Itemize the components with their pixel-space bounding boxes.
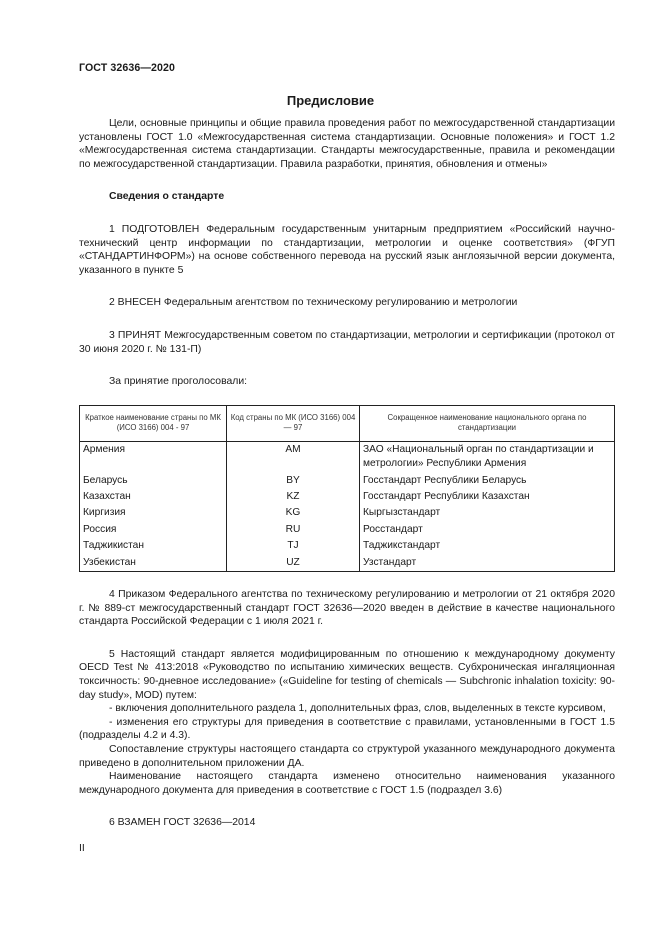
code-cell: KZ <box>227 489 360 505</box>
table-row <box>80 489 615 505</box>
item-5-dash-2: - изменения его структуры для приведения в соответствие с правилами, установленными в ГОСТ 1.5 (подразделы 4.2 и 4.3). <box>79 716 615 742</box>
table-row <box>80 522 615 538</box>
body-cell: Таджикстандарт <box>363 540 441 552</box>
column-header-body: Сокращенное наименование национального органа по стандартизации <box>360 405 615 441</box>
item-5-name-paragraph: Наименование настоящего стандарта изменено относительно наименования указанного международного документа для приведения в соответствие с ГОСТ 1.5 (подраздел 3.6) <box>79 771 615 796</box>
item-5-paragraph: 5 Настоящий стандарт является модифицированным по отношению к международному документу OECD Test № 413:2018 «Руководство по испытанию химических веществ. Субхроническая ингаляционная токсичность: 90-дневное исследование» («Guideline for testing of chemicals — Subchronic inhalation toxicity: 90-day study», MOD) путем: <box>79 648 615 701</box>
body-cell: Госстандарт Республики Беларусь <box>363 474 527 486</box>
code-cell: UZ <box>227 555 360 572</box>
item-5-comparison-paragraph: Сопоставление структуры настоящего стандарта со структурой указанного международного документа приведено в дополнительном приложении ДА. <box>79 743 615 769</box>
country-cell: Беларусь <box>80 473 227 489</box>
body-cell: Госстандарт Республики Казахстан <box>363 490 530 502</box>
column-header-country: Краткое наименование страны по МК (ИСО 3166) 004 - 97 <box>80 405 227 441</box>
item-4-paragraph: 4 Приказом Федерального агентства по техническому регулированию и метрологии от 21 октября 2020 г. № 889-ст межгосударственный стандарт ГОСТ 32636—2020 введен в действие в качестве национального стандарта Российской Федерации с 1 июля 2021 г. <box>79 588 615 628</box>
standard-code-header: ГОСТ 32636—2020 <box>79 62 176 74</box>
item-5-dash-1: - включения дополнительного раздела 1, дополнительных фраз, слов, выделенных в тексте курсивом, <box>109 703 606 715</box>
table-header-row <box>80 405 615 441</box>
body-cell: ЗАО «Национальный орган по стандартизации и метрологии» Республики Армения <box>363 443 594 470</box>
body-cell: Узстандарт <box>363 556 417 568</box>
column-header-code: Код страны по МК (ИСО 3166) 004— 97 <box>227 405 360 441</box>
item-1-paragraph: 1 ПОДГОТОВЛЕН Федеральным государственным унитарным предприятием «Российский научно-технический центр информации по стандартизации, метрологии и оценке соответствия» (ФГУП «СТАНДАРТИНФОРМ») на основе собственного перевода на русский язык англоязычной версии документа, указанного в пункте 5 <box>79 223 615 276</box>
code-cell: RU <box>227 522 360 538</box>
country-cell: Киргизия <box>80 505 227 521</box>
page-title: Предисловие <box>286 93 375 108</box>
country-cell: Казахстан <box>80 489 227 505</box>
country-cell: Узбекистан <box>80 555 227 572</box>
body-cell: Росстандарт <box>363 523 423 535</box>
item-2-paragraph: 2 ВНЕСЕН Федеральным агентством по техническому регулированию и метрологии <box>109 297 518 309</box>
voting-table <box>79 405 615 572</box>
code-cell: AM <box>227 441 360 472</box>
item-6-paragraph: 6 ВЗАМЕН ГОСТ 32636—2014 <box>109 817 256 829</box>
body-cell: Кыргызстандарт <box>363 507 441 519</box>
country-cell: Россия <box>80 522 227 538</box>
table-row <box>80 538 615 554</box>
voted-label: За принятие проголосовали: <box>109 376 248 388</box>
code-cell: KG <box>227 505 360 521</box>
table-row <box>80 441 615 472</box>
intro-paragraph: Цели, основные принципы и общие правила проведения работ по межгосударственной стандартизации установлены ГОСТ 1.0 «Межгосударственная система стандартизации. Основные положения» и ГОСТ 1.2 «Межгосударственная система стандартизации. Стандарты межгосударственные, правила и рекомендации по межгосударственной стандартизации. Правила разработки, принятия, обновления и отмены» <box>79 118 615 170</box>
code-cell: BY <box>227 473 360 489</box>
page-number: II <box>79 843 85 854</box>
document-body <box>79 117 615 830</box>
section-heading: Сведения о стандарте <box>109 191 225 203</box>
item-3-paragraph: 3 ПРИНЯТ Межгосударственным советом по стандартизации, метрологии и сертификации (протокол от 30 июня 2020 г. № 131-П) <box>79 329 615 355</box>
table-row <box>80 555 615 572</box>
country-cell: Таджикистан <box>80 538 227 554</box>
table-row <box>80 473 615 489</box>
code-cell: TJ <box>227 538 360 554</box>
country-cell: Армения <box>80 441 227 472</box>
table-row <box>80 505 615 521</box>
